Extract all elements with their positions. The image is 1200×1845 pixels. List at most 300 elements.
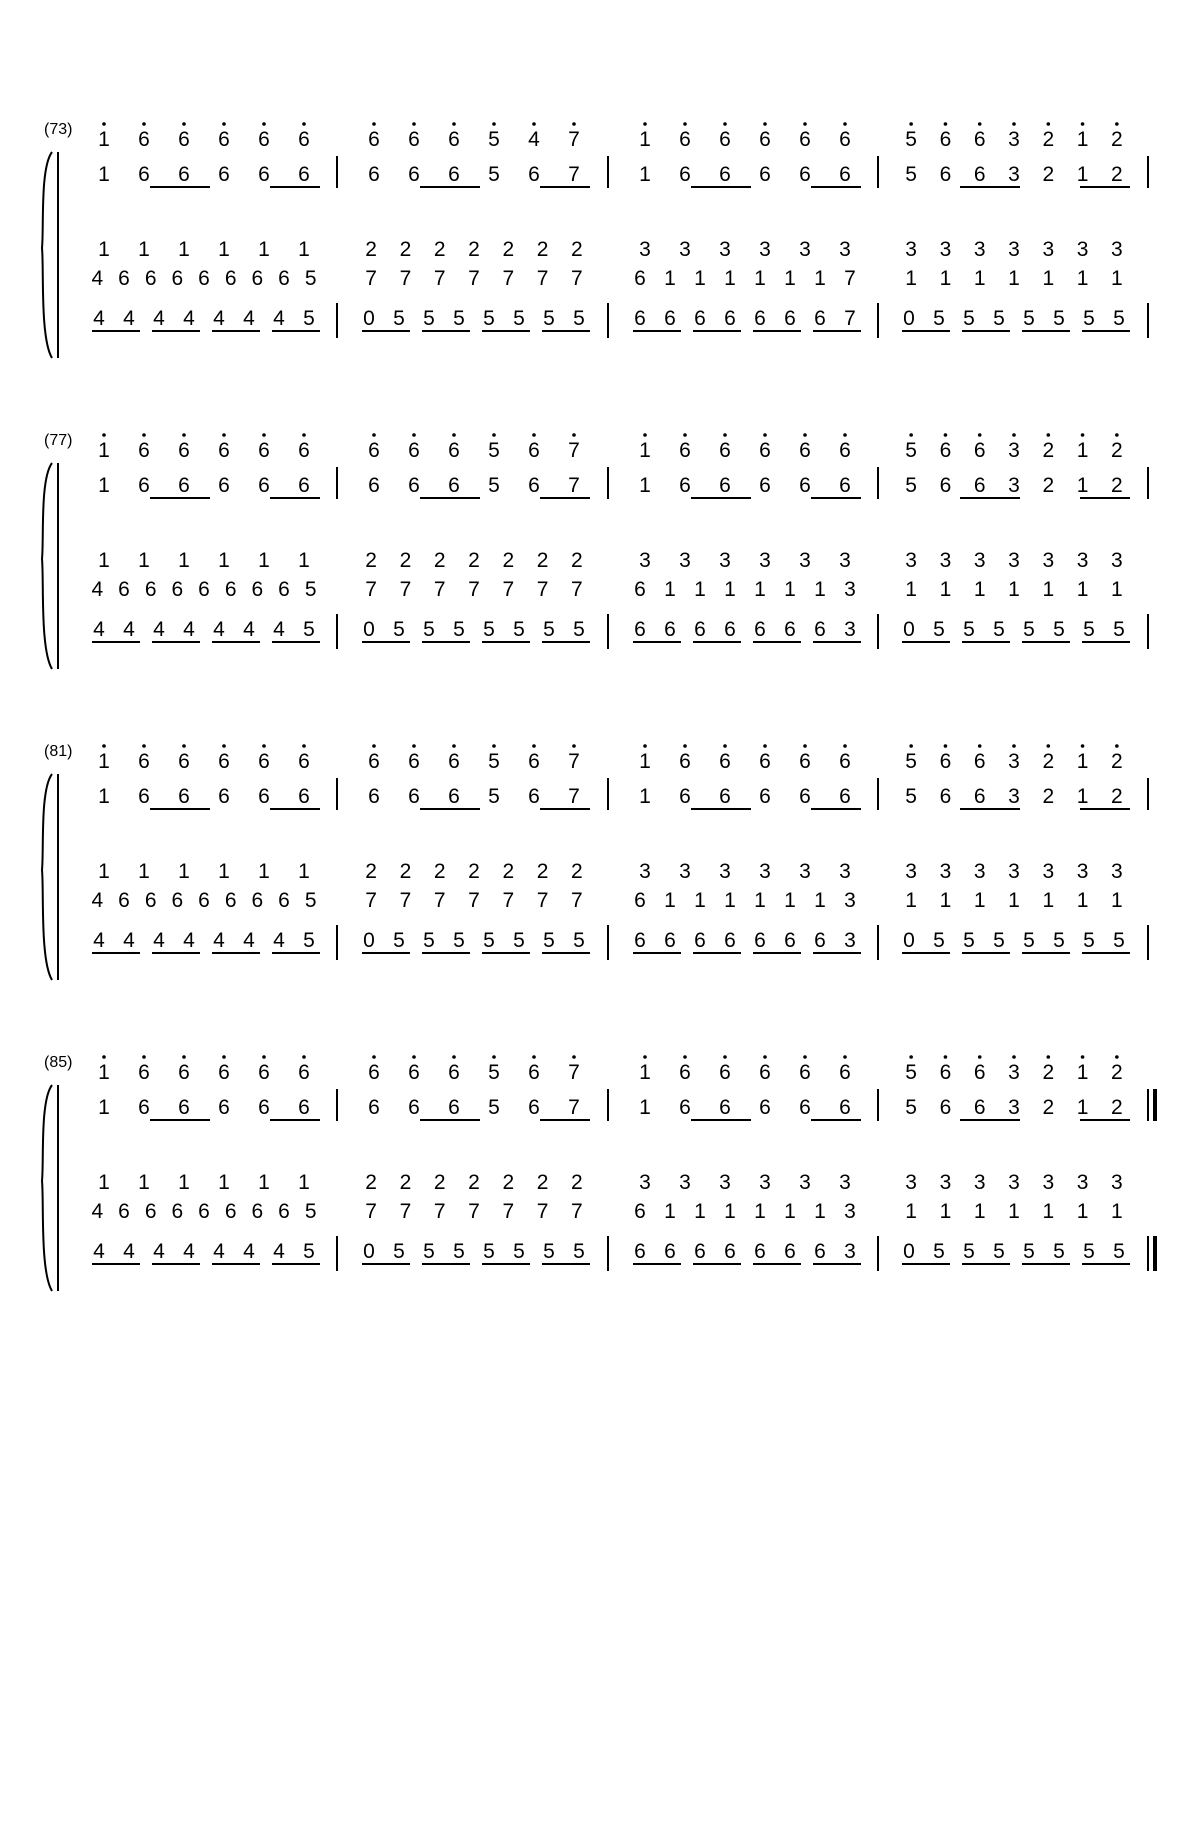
octave-dot [572, 1055, 576, 1059]
lower-chord-mid-note: 1 [939, 889, 952, 912]
upper-top-note: 2 [1111, 439, 1123, 462]
lower-bass-note: 6 [694, 1240, 706, 1263]
lower-bass-note: 5 [963, 929, 975, 952]
measure-number: (81) [44, 743, 73, 760]
upper-top-note: 6 [973, 1061, 986, 1084]
lower-chord-mid-note: 4 [91, 267, 104, 290]
lower-bass-note: 6 [724, 618, 736, 641]
upper-top-note: 7 [568, 128, 580, 151]
lower-chord-mid-note: 7 [433, 889, 446, 912]
lower-chord-top-note: 1 [98, 1171, 110, 1194]
upper-bottom-note: 5 [488, 785, 500, 808]
lower-chord-mid-note: 1 [814, 578, 826, 601]
lower-chord-mid-note: 6 [171, 578, 184, 601]
lower-bass-note: 6 [814, 929, 826, 952]
lower-chord-mid-note: 1 [973, 889, 986, 912]
upper-top-note: 2 [1042, 439, 1055, 462]
octave-dot [452, 744, 456, 748]
upper-top-note: 3 [1008, 439, 1020, 462]
lower-bass-note: 6 [724, 1240, 736, 1263]
upper-bottom-note: 7 [568, 163, 580, 186]
upper-bottom-note: 6 [298, 785, 310, 808]
octave-dot [843, 122, 847, 126]
upper-top-note: 6 [799, 750, 811, 773]
lower-chord-top-note: 2 [502, 549, 515, 572]
upper-top-note: 6 [258, 128, 270, 151]
lower-chord-top-note: 3 [839, 549, 851, 572]
lower-bass-note: 5 [933, 929, 945, 952]
lower-chord-mid-note: 7 [536, 578, 549, 601]
upper-bottom-note: 6 [799, 785, 811, 808]
lower-chord-top-note: 1 [138, 238, 150, 261]
octave-dot [944, 433, 948, 437]
lower-chord-mid-note: 1 [784, 889, 796, 912]
lower-chord-mid-note: 7 [502, 578, 515, 601]
lower-chord-top-note: 3 [1008, 549, 1020, 572]
upper-top-note: 6 [408, 439, 420, 462]
lower-chord-mid-note: 7 [502, 1200, 515, 1223]
octave-dot [102, 744, 106, 748]
octave-dot [763, 122, 767, 126]
measure-number: (73) [44, 121, 73, 138]
lower-bass-note: 6 [634, 618, 646, 641]
upper-bottom-note: 6 [448, 785, 460, 808]
upper-top-note: 6 [218, 439, 230, 462]
upper-top-note: 6 [218, 1061, 230, 1084]
upper-bottom-note: 1 [98, 1096, 110, 1119]
octave-dot [763, 744, 767, 748]
lower-chord-mid-note: 1 [664, 267, 676, 290]
upper-bottom-note: 6 [448, 163, 460, 186]
lower-chord-mid-note: 1 [1076, 578, 1089, 601]
lower-bass-note: 6 [784, 929, 796, 952]
lower-bass-note: 0 [363, 618, 375, 641]
lower-bass-note: 5 [1053, 1240, 1065, 1263]
lower-chord-top-note: 3 [905, 238, 917, 261]
upper-bottom-note: 6 [178, 785, 190, 808]
upper-bottom-note: 5 [905, 474, 917, 497]
upper-top-note: 6 [138, 1061, 150, 1084]
upper-top-note: 6 [448, 439, 460, 462]
octave-dot [492, 122, 496, 126]
upper-bottom-note: 6 [839, 785, 851, 808]
lower-chord-mid-note: 6 [118, 889, 130, 912]
upper-top-note: 6 [759, 1061, 771, 1084]
lower-bass-note: 5 [1023, 1240, 1035, 1263]
lower-chord-top-note: 1 [178, 549, 190, 572]
lower-bass-note: 4 [183, 618, 195, 641]
lower-bass-note: 6 [724, 929, 736, 952]
lower-bass-note: 6 [634, 1240, 646, 1263]
octave-dot [372, 433, 376, 437]
upper-top-note: 6 [939, 439, 952, 462]
lower-bass-note: 5 [1083, 307, 1095, 330]
lower-chord-mid-note: 1 [1111, 1200, 1123, 1223]
upper-bottom-note: 1 [1076, 1096, 1089, 1119]
upper-bottom-note: 1 [639, 785, 651, 808]
lower-chord-top-note: 2 [571, 860, 583, 883]
upper-top-note: 6 [839, 128, 851, 151]
lower-chord-top-note: 1 [298, 1171, 310, 1194]
lower-bass-note: 5 [423, 929, 435, 952]
upper-bottom-note: 6 [939, 785, 952, 808]
upper-bottom-note: 6 [759, 1096, 771, 1119]
upper-top-note: 6 [408, 1061, 420, 1084]
upper-top-note: 7 [568, 750, 580, 773]
lower-chord-mid-note: 1 [694, 1200, 706, 1223]
octave-dot [643, 122, 647, 126]
lower-bass-note: 5 [483, 1240, 495, 1263]
lower-chord-top-note: 1 [138, 1171, 150, 1194]
lower-bass-note: 0 [903, 929, 915, 952]
lower-bass-note: 4 [213, 307, 225, 330]
lower-chord-mid-note: 1 [724, 578, 736, 601]
upper-bottom-note: 6 [368, 1096, 380, 1119]
score-system [42, 743, 1148, 980]
lower-chord-mid-note: 1 [1042, 1200, 1055, 1223]
lower-bass-note: 5 [513, 618, 525, 641]
octave-dot [1012, 122, 1016, 126]
lower-chord-mid-note: 7 [536, 889, 549, 912]
lower-bass-note: 4 [273, 618, 285, 641]
lower-chord-top-note: 1 [178, 1171, 190, 1194]
octave-dot [978, 433, 982, 437]
lower-bass-note: 4 [183, 1240, 195, 1263]
lower-chord-mid-note: 1 [694, 889, 706, 912]
upper-top-note: 6 [679, 1061, 691, 1084]
lower-chord-mid-note: 6 [171, 267, 184, 290]
upper-bottom-note: 5 [488, 1096, 500, 1119]
octave-dot [909, 122, 913, 126]
lower-chord-mid-note: 7 [502, 889, 515, 912]
lower-bass-note: 5 [963, 1240, 975, 1263]
lower-bass-note: 4 [213, 1240, 225, 1263]
octave-dot [492, 1055, 496, 1059]
upper-bottom-note: 5 [905, 785, 917, 808]
octave-dot [723, 122, 727, 126]
upper-top-note: 6 [759, 439, 771, 462]
lower-bass-note: 5 [1113, 307, 1125, 330]
upper-bottom-note: 2 [1111, 1096, 1123, 1119]
upper-top-note: 6 [368, 439, 380, 462]
octave-dot [412, 1055, 416, 1059]
upper-bottom-note: 2 [1111, 163, 1123, 186]
upper-top-note: 1 [1076, 1061, 1089, 1084]
upper-top-note: 1 [1076, 439, 1089, 462]
lower-chord-mid-note: 6 [144, 889, 157, 912]
lower-chord-mid-note: 1 [1008, 267, 1020, 290]
octave-dot [102, 122, 106, 126]
lower-bass-note: 5 [1053, 618, 1065, 641]
lower-chord-mid-note: 6 [198, 267, 210, 290]
lower-chord-top-note: 1 [218, 238, 230, 261]
upper-top-note: 6 [799, 1061, 811, 1084]
upper-bottom-note: 2 [1042, 785, 1055, 808]
octave-dot [843, 433, 847, 437]
score-system [42, 432, 1148, 669]
lower-chord-mid-note: 7 [399, 578, 412, 601]
upper-top-note: 6 [799, 439, 811, 462]
upper-bottom-note: 5 [905, 163, 917, 186]
lower-bass-note: 5 [573, 618, 585, 641]
lower-bass-note: 5 [993, 307, 1005, 330]
upper-bottom-note: 6 [939, 474, 952, 497]
lower-chord-top-note: 1 [258, 238, 270, 261]
lower-bass-note: 4 [153, 1240, 165, 1263]
lower-chord-top-note: 1 [218, 549, 230, 572]
lower-bass-note: 5 [1053, 307, 1065, 330]
lower-chord-mid-note: 7 [433, 1200, 446, 1223]
lower-bass-note: 5 [303, 618, 315, 641]
upper-top-note: 6 [719, 1061, 731, 1084]
lower-chord-top-note: 3 [1076, 1171, 1089, 1194]
lower-bass-note: 5 [393, 1240, 405, 1263]
octave-dot [978, 122, 982, 126]
lower-chord-mid-note: 6 [634, 267, 646, 290]
upper-bottom-note: 6 [258, 785, 270, 808]
octave-dot [1046, 122, 1050, 126]
upper-bottom-note: 6 [138, 163, 150, 186]
lower-chord-top-note: 3 [679, 549, 691, 572]
measure-number: (85) [44, 1054, 73, 1071]
octave-dot [1012, 1055, 1016, 1059]
upper-top-note: 1 [98, 750, 110, 773]
octave-dot [944, 1055, 948, 1059]
upper-bottom-note: 6 [528, 785, 540, 808]
lower-chord-top-note: 2 [365, 238, 377, 261]
upper-top-note: 2 [1042, 750, 1055, 773]
lower-bass-note: 5 [453, 929, 465, 952]
lower-chord-mid-note: 7 [468, 578, 480, 601]
upper-top-note: 6 [448, 1061, 460, 1084]
lower-bass-note: 6 [694, 307, 706, 330]
octave-dot [1046, 433, 1050, 437]
lower-chord-mid-note: 1 [1111, 267, 1123, 290]
lower-chord-top-note: 2 [468, 238, 480, 261]
octave-dot [222, 122, 226, 126]
lower-bass-note: 5 [513, 1240, 525, 1263]
upper-bottom-note: 5 [488, 163, 500, 186]
upper-top-note: 6 [178, 439, 190, 462]
lower-chord-mid-note: 1 [1111, 889, 1123, 912]
octave-dot [142, 433, 146, 437]
lower-bass-note: 6 [664, 618, 676, 641]
lower-bass-note: 5 [513, 307, 525, 330]
upper-bottom-note: 1 [1076, 163, 1089, 186]
lower-chord-top-note: 3 [1042, 549, 1055, 572]
final-barline [1153, 1089, 1157, 1121]
lower-chord-mid-note: 6 [278, 578, 290, 601]
lower-chord-top-note: 3 [1076, 238, 1089, 261]
upper-top-note: 1 [639, 1061, 651, 1084]
lower-bass-note: 5 [993, 929, 1005, 952]
upper-top-note: 6 [138, 128, 150, 151]
upper-top-note: 6 [178, 750, 190, 773]
upper-top-note: 6 [939, 1061, 952, 1084]
lower-chord-top-note: 2 [433, 1171, 446, 1194]
lower-chord-mid-note: 6 [118, 578, 130, 601]
lower-chord-top-note: 1 [98, 238, 110, 261]
lower-bass-note: 5 [963, 618, 975, 641]
upper-bottom-note: 6 [759, 474, 771, 497]
upper-top-note: 1 [639, 439, 651, 462]
lower-chord-top-note: 3 [759, 1171, 771, 1194]
upper-top-note: 6 [258, 439, 270, 462]
lower-chord-top-note: 2 [399, 860, 412, 883]
lower-chord-mid-note: 1 [1076, 889, 1089, 912]
lower-bass-note: 6 [634, 307, 646, 330]
upper-top-note: 6 [759, 750, 771, 773]
upper-top-note: 6 [298, 439, 310, 462]
upper-bottom-note: 6 [408, 785, 420, 808]
lower-bass-note: 5 [963, 307, 975, 330]
upper-bottom-note: 6 [368, 785, 380, 808]
octave-dot [683, 744, 687, 748]
upper-top-note: 2 [1042, 1061, 1055, 1084]
lower-chord-mid-note: 6 [634, 578, 646, 601]
octave-dot [142, 744, 146, 748]
octave-dot [643, 433, 647, 437]
upper-bottom-note: 2 [1111, 474, 1123, 497]
upper-bottom-note: 6 [298, 163, 310, 186]
upper-top-note: 6 [218, 750, 230, 773]
lower-bass-note: 6 [634, 929, 646, 952]
lower-chord-mid-note: 6 [144, 267, 157, 290]
lower-chord-top-note: 2 [365, 549, 377, 572]
upper-top-note: 1 [1076, 128, 1089, 151]
octave-dot [532, 1055, 536, 1059]
octave-dot [1115, 122, 1119, 126]
upper-bottom-note: 6 [973, 1096, 986, 1119]
lower-bass-note: 5 [393, 929, 405, 952]
lower-bass-note: 0 [903, 618, 915, 641]
lower-chord-mid-note: 1 [1076, 267, 1089, 290]
lower-chord-mid-note: 7 [365, 1200, 377, 1223]
lower-bass-note: 5 [933, 307, 945, 330]
lower-bass-note: 4 [93, 307, 105, 330]
lower-chord-mid-note: 7 [468, 1200, 480, 1223]
lower-chord-mid-note: 6 [171, 1200, 184, 1223]
lower-chord-mid-note: 6 [251, 578, 264, 601]
upper-top-note: 6 [939, 750, 952, 773]
lower-bass-note: 0 [903, 1240, 915, 1263]
lower-chord-top-note: 3 [679, 1171, 691, 1194]
lower-bass-note: 4 [243, 307, 255, 330]
octave-dot [102, 433, 106, 437]
octave-dot [262, 433, 266, 437]
lower-chord-mid-note: 1 [724, 1200, 736, 1223]
upper-bottom-note: 6 [138, 1096, 150, 1119]
lower-chord-top-note: 3 [939, 1171, 952, 1194]
octave-dot [302, 433, 306, 437]
lower-chord-top-note: 3 [973, 549, 986, 572]
lower-bass-note: 6 [784, 1240, 796, 1263]
octave-dot [1115, 744, 1119, 748]
upper-bottom-note: 6 [448, 474, 460, 497]
lower-chord-top-note: 2 [502, 1171, 515, 1194]
octave-dot [1115, 1055, 1119, 1059]
upper-bottom-note: 3 [1008, 785, 1020, 808]
upper-top-note: 6 [528, 1061, 540, 1084]
octave-dot [182, 744, 186, 748]
lower-chord-top-note: 3 [759, 238, 771, 261]
octave-dot [763, 1055, 767, 1059]
upper-top-note: 2 [1042, 128, 1055, 151]
upper-bottom-note: 6 [178, 1096, 190, 1119]
octave-dot [372, 744, 376, 748]
octave-dot [302, 1055, 306, 1059]
upper-top-note: 5 [488, 128, 500, 151]
upper-top-note: 6 [298, 750, 310, 773]
octave-dot [302, 744, 306, 748]
upper-bottom-note: 3 [1008, 1096, 1020, 1119]
lower-bass-note: 5 [543, 307, 555, 330]
lower-bass-note: 5 [453, 307, 465, 330]
upper-top-note: 5 [905, 750, 917, 773]
lower-bass-note: 5 [573, 929, 585, 952]
lower-bass-note: 5 [423, 1240, 435, 1263]
lower-bass-note: 4 [93, 1240, 105, 1263]
upper-bottom-note: 6 [939, 163, 952, 186]
lower-chord-mid-note: 1 [754, 1200, 766, 1223]
lower-chord-mid-note: 6 [118, 267, 130, 290]
upper-top-note: 1 [98, 1061, 110, 1084]
upper-bottom-note: 3 [1008, 474, 1020, 497]
upper-top-note: 6 [368, 750, 380, 773]
lower-chord-top-note: 2 [536, 238, 549, 261]
octave-dot [643, 744, 647, 748]
upper-bottom-note: 6 [368, 474, 380, 497]
octave-dot [1081, 433, 1085, 437]
lower-chord-mid-note: 7 [433, 267, 446, 290]
lower-chord-mid-note: 1 [784, 1200, 796, 1223]
lower-chord-mid-note: 6 [198, 578, 210, 601]
octave-dot [723, 1055, 727, 1059]
lower-chord-top-note: 1 [98, 860, 110, 883]
lower-chord-mid-note: 1 [784, 267, 796, 290]
octave-dot [1046, 1055, 1050, 1059]
lower-chord-mid-note: 4 [91, 889, 104, 912]
lower-chord-mid-note: 6 [224, 1200, 237, 1223]
upper-top-note: 7 [568, 1061, 580, 1084]
octave-dot [683, 1055, 687, 1059]
upper-top-note: 3 [1008, 128, 1020, 151]
upper-bottom-note: 6 [218, 785, 230, 808]
lower-bass-note: 6 [694, 618, 706, 641]
octave-dot [1081, 122, 1085, 126]
lower-bass-note: 5 [303, 929, 315, 952]
upper-top-note: 6 [679, 128, 691, 151]
lower-bass-note: 6 [754, 1240, 766, 1263]
lower-chord-mid-note: 7 [365, 889, 377, 912]
lower-chord-top-note: 3 [1042, 238, 1055, 261]
lower-bass-note: 5 [483, 929, 495, 952]
lower-chord-top-note: 2 [365, 1171, 377, 1194]
upper-bottom-note: 6 [719, 163, 731, 186]
lower-bass-note: 5 [1083, 618, 1095, 641]
upper-top-note: 5 [905, 128, 917, 151]
upper-bottom-note: 1 [98, 474, 110, 497]
octave-dot [723, 744, 727, 748]
lower-chord-top-note: 2 [365, 860, 377, 883]
lower-bass-note: 4 [273, 1240, 285, 1263]
upper-bottom-note: 6 [258, 1096, 270, 1119]
grand-staff-brace [42, 1085, 52, 1291]
lower-chord-mid-note: 6 [224, 578, 237, 601]
lower-bass-note: 5 [573, 307, 585, 330]
lower-chord-top-note: 3 [799, 860, 811, 883]
lower-chord-top-note: 2 [571, 1171, 583, 1194]
